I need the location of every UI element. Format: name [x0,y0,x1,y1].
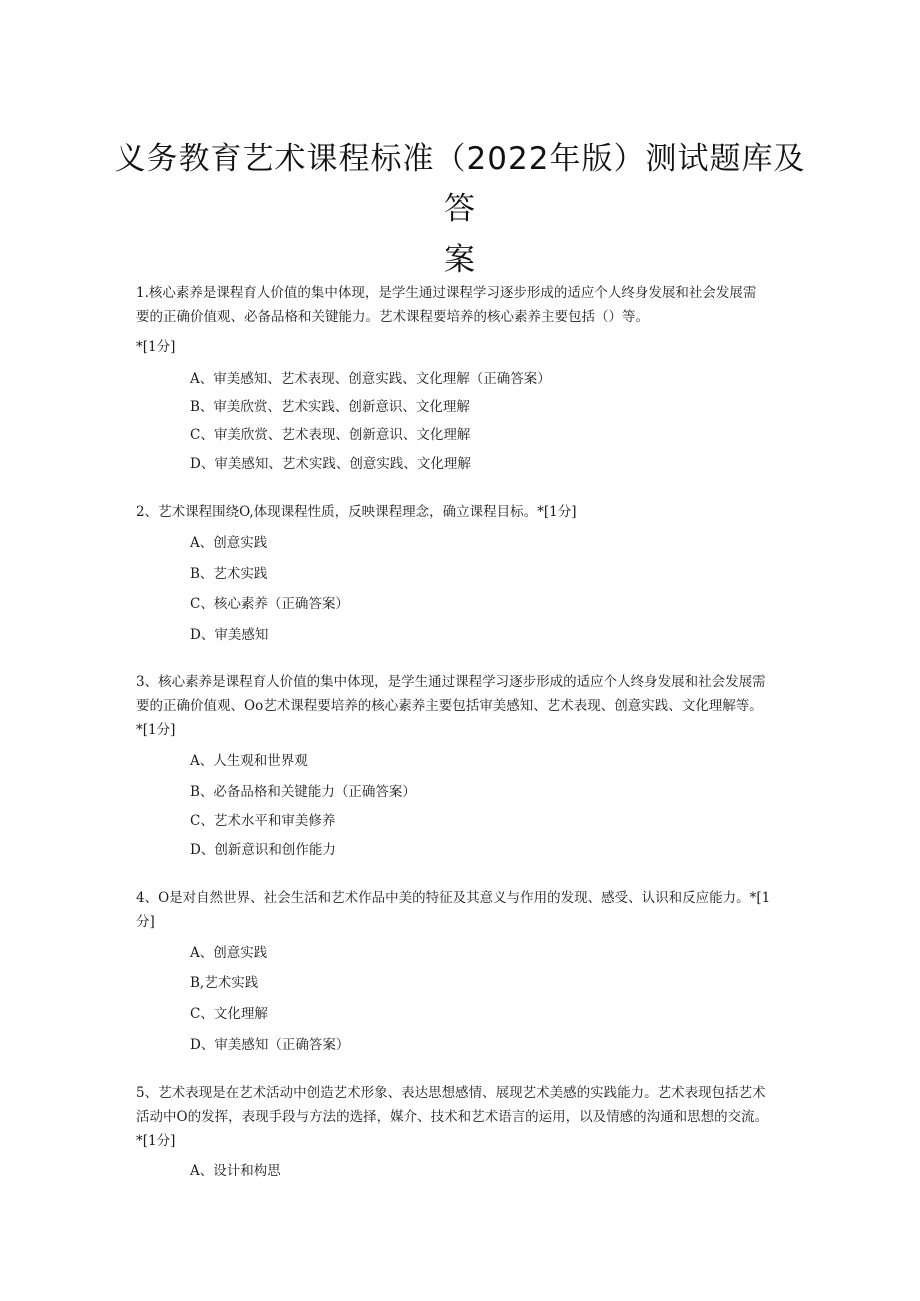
question-1-text [136,281,796,359]
question-3-line-2: 要的正确价值观、Oo艺术课程要培养的核心素养主要包括审美感知、艺术表现、创意实践、文化理解等。 [136,698,763,714]
document-title-line-3: 案 [444,242,476,278]
document-title-line-2: 答 [444,191,476,227]
question-5-line-2: 活动中O的发挥，表现手段与方法的选择，媒介、技术和艺术语言的运用，以及情感的沟通和思想的交流。 [136,1109,769,1125]
question-4-line-1: 4、O是对自然世界、社会生活和艺术作品中美的特征及其意义与作用的发现、感受、认识和反应能力。*[1 [136,890,771,906]
question-2-option-d: D、审美感知 [190,627,269,643]
question-4-option-d: D、审美感知（正确答案） [190,1037,350,1053]
question-5-text [136,1081,796,1153]
question-2-option-c: C、核心素养（正确答案） [190,596,349,612]
question-2-line-1: 2、艺术课程围绕O,体现课程性质，反映课程理念，确立课程目标。*[1分] [136,504,577,520]
question-5-option-a: A、设计和构思 [190,1163,281,1179]
document-title-line-1: 义务教育艺术课程标准（2022年版）测试题库及 [114,141,806,177]
question-3-text [136,670,796,742]
question-1-option-d: D、审美感知、艺术实践、创意实践、文化理解 [190,456,471,472]
question-3-option-c: C、艺术水平和审美修养 [190,813,336,829]
question-4-text [136,886,796,934]
question-1-option-b: B、审美欣赏、艺术实践、创新意识、文化理解 [190,399,470,415]
question-4-option-c: C、文化理解 [190,1006,268,1022]
question-2-option-a: A、创意实践 [190,535,268,551]
question-4-option-a: A、创意实践 [190,945,268,961]
question-3-line-1: 3、核心素养是课程育人价值的集中体现，是学生通过课程学习逐步形成的适应个人终身发展和社会发展需 [136,674,766,690]
question-2-option-b: B、艺术实践 [190,566,268,582]
question-1-option-a: A、审美感知、艺术表现、创意实践、文化理解（正确答案） [190,371,551,387]
question-2-text [136,500,796,524]
question-1-score: *[1分] [136,339,176,355]
question-4-option-b: B,艺术实践 [190,975,259,991]
question-3-option-d: D、创新意识和创作能力 [190,842,336,858]
question-1-line-2: 要的正确价值观、必备品格和关键能力。艺术课程要培养的核心素养主要包括（）等。 [136,309,649,325]
question-3-option-a: A、人生观和世界观 [190,753,308,769]
question-5-line-1: 5、艺术表现是在艺术活动中创造艺术形象、表达思想感情、展现艺术美感的实践能力。艺术表现包括艺术 [136,1085,766,1101]
question-3-option-b: B、必备品格和关键能力（正确答案） [190,784,416,800]
question-3-score: *[1分] [136,722,176,738]
question-1-line-1: 1.核心素养是课程育人价值的集中体现，是学生通过课程学习逐步形成的适应个人终身发展和社会发展需 [136,285,757,301]
question-1-option-c: C、审美欣赏、艺术表现、创新意识、文化理解 [190,427,471,443]
question-4-line-2: 分] [136,914,155,930]
question-5-score: *[1分] [136,1133,176,1149]
